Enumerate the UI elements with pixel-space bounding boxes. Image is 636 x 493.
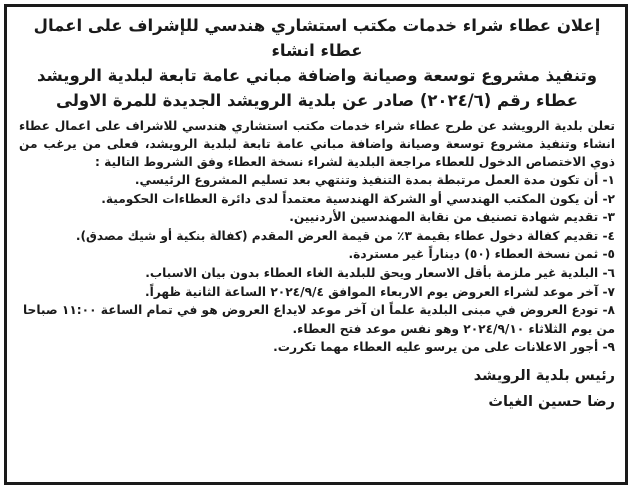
title-line-2: وتنفيذ مشروع توسعة وصيانة واضافة مباني عامة تابعة لبلدية الرويشد (36, 66, 598, 85)
signature-block (19, 363, 615, 415)
announcement-frame (4, 4, 628, 485)
signature-name: رضا حسين الغياث (488, 393, 615, 410)
title-line-1: إعلان عطاء شراء خدمات مكتب استشاري هندسي للإشراف على اعمال عطاء انشاء (33, 16, 601, 60)
intro-paragraph: تعلن بلدية الرويشد عن طرح عطاء شراء خدمات مكتب استشاري هندسي للاشراف على اعمال عطاء انشاء وتنفيذ مشروع توسعة وصيانة واضافة مباني عامة تابعة لبلدية الرويشد، فعلى من يرغب من ذوي الاختصاص الدخول للعطاء مراجعة البلدية لشراء نسخة العطاء وفق الشروط التالية : (19, 119, 615, 169)
condition-item: ٣- تقديم شهادة تصنيف من نقابة المهندسين الأردنيين. (289, 210, 615, 225)
condition-item: ٧- آخر موعد لشراء العروض يوم الاربعاء الموافق ٢٠٢٤/٩/٤ الساعة الثانية ظهراً. (145, 284, 615, 299)
signature-title: رئيس بلدية الرويشد (473, 367, 615, 384)
condition-item: ٦- البلدية غير ملزمة بأقل الاسعار ويحق للبلدية الغاء العطاء بدون بيان الاسباب. (145, 265, 615, 280)
condition-item: ٢- أن يكون المكتب الهندسي أو الشركة الهندسية معتمداً لدى دائرة العطاءات الحكومية. (101, 191, 615, 206)
condition-item: ٤- تقديم كفالة دخول عطاء بقيمة ٣٪ من قيمة العرض المقدم (كفالة بنكية أو شيك مصدق). (75, 228, 615, 243)
condition-item: ٨- تودع العروض في مبنى البلدية علماً ان آخر موعد لايداع العروض هو في تمام الساعة ١١:٠٠ صباحا من يوم الثلاثاء ٢٠٢٤/٩/١٠ وهو نفس موعد فتح العطاء. (22, 303, 615, 336)
condition-item: ٩- أجور الاعلانات على من يرسو عليه العطاء مهما تكررت. (273, 340, 615, 355)
condition-item: ١- أن تكون مدة العمل مرتبطة بمدة التنفيذ وتنتهي بعد تسليم المشروع الرئيسي. (134, 173, 615, 187)
condition-item: ٥- ثمن نسخة العطاء (٥٠) ديناراً غير مستردة. (348, 247, 615, 262)
conditions-list (19, 171, 615, 357)
title-line-3: عطاء رقم (٢٠٢٤/٦) صادر عن بلدية الرويشد الجديدة للمرة الاولى (56, 91, 578, 110)
